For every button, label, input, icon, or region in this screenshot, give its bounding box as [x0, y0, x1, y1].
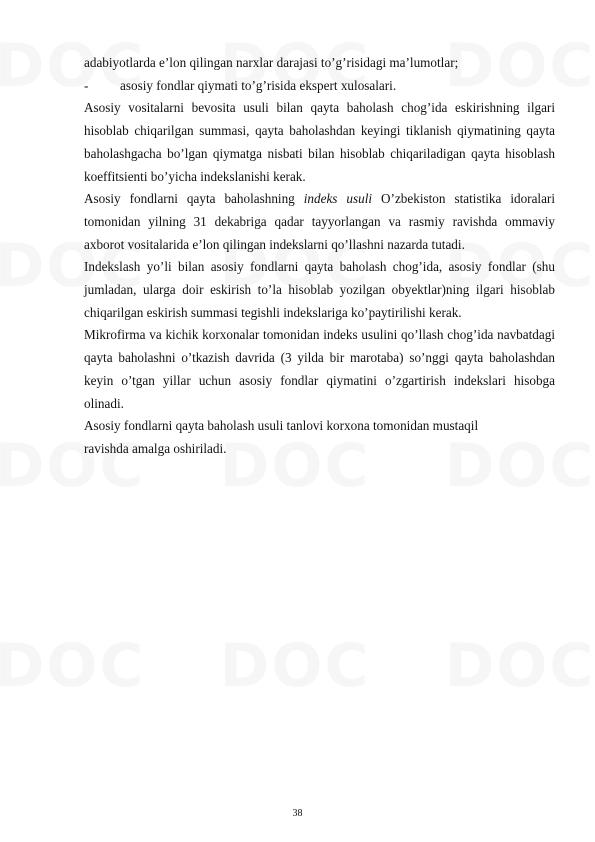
bullet-text: asosiy fondlar qiymati to’g’risida ekspert xulosalari.: [120, 77, 397, 93]
paragraph-index-method: [84, 188, 555, 256]
paragraph-indexation: Indekslash yo’li bilan asosiy fondlarni qayta baholash chog’ida, asosiy fondlar (shu jumladan, ularga doir eskirish to’la hisoblab yozilgan obyektlar)ning ilgari hisoblab chiqarilgan eskirish summasi tegishli indekslariga ko’paytirilishi kerak.: [84, 259, 555, 320]
watermark-tile: [10, 630, 130, 702]
paragraph-choice-line-2: ravishda amalga oshiriladi.: [84, 440, 227, 456]
list-line: adabiyotlarda e’lon qilingan narxlar darajasi to’g’risidagi ma’lumotlar;: [84, 55, 459, 70]
bullet-dash: -: [84, 77, 89, 93]
paragraph-direct-method: Asosiy vositalarni bevosita usuli bilan qayta baholash chog’ida eskirishning ilgari hisoblab chiqarilgan summasi, qayta baholashdan keyingi tiklanish qiymatining qayta baholashgacha bo’lgan qiymatga nisbati bilan hisoblab chiqariladigan qayta hisoblash koeffitsienti bo’yicha indekslanishi kerak.: [84, 100, 555, 184]
italic-term: indeks usuli: [303, 191, 373, 207]
watermark-tile: [460, 630, 580, 702]
paragraph-small-firms: Mikrofirma va kichik korxonalar tomonidan indeks usulini qo’llash chog’ida navbatdagi qayta baholashni o’tkazish davrida (3 yilda bir marotaba) so’nggi qayta baholashdan keyin o’tgan yillar uchun asosiy fondlar qiymatini o’zgartirish indekslari hisobga olinadi.: [84, 327, 555, 411]
paragraph-text: O’zbekiston statistika idoralari tomonidan yilning 31 dekabriga qadar tayyorlangan va rasmiy ravishda ommaviy axborot vositalarida e’lon qilingan indekslarni qo’llashni nazarda tutadi.: [84, 191, 555, 252]
bullet-item: [84, 75, 555, 98]
paragraph-choice-line-1: Asosiy fondlarni qayta baholash usuli tanlovi korxona tomonidan mustaqil: [84, 418, 479, 434]
watermark-tile: [235, 630, 355, 702]
paragraph-text: Asosiy fondlarni qayta baholashning: [84, 191, 304, 207]
document-body: [84, 52, 555, 461]
page-number: 38: [292, 808, 303, 819]
